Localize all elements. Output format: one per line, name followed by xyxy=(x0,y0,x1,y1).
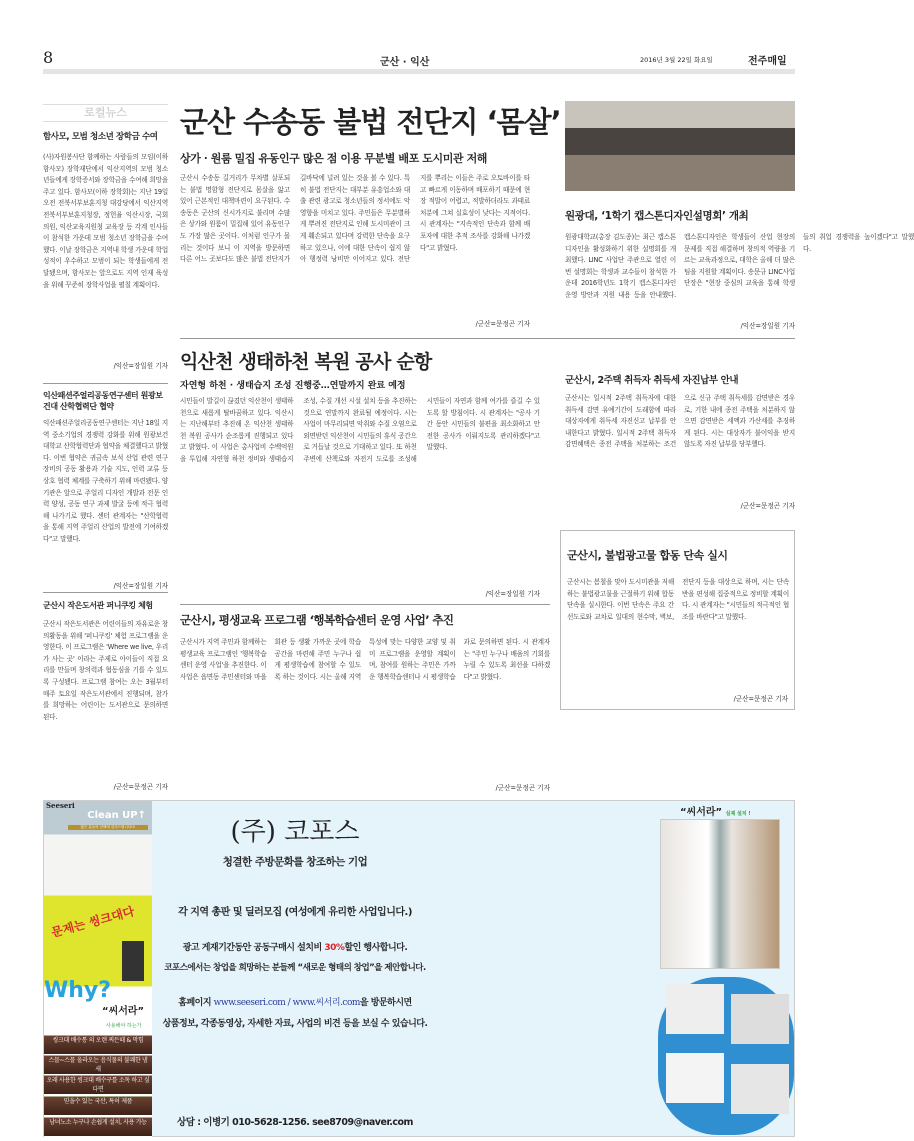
tax-body: 군산시는 일시적 2주택 취득자에 대한 취득세 감면 유예기간이 도래함에 따라 대상자에게 취득세 자진신고 납부를 안내한다고 밝혔다. 일시적 2주택 취득자 감면혜택은 종전 주택을 처분하는 조건으로 신규 주택 취득세를 감면받은 경우로, 기한 내에 종전 주택을 처분하지 않으면 감면받은 세액과 가산세를 추징하게 된다. 시는 대상자가 불이익을 받지 않도록 자진 납부를 당부했다. xyxy=(565,394,795,449)
ad-brand: Seeseri xyxy=(46,801,75,810)
ad-company: (주) 코포스 xyxy=(230,817,360,847)
crackdown-box xyxy=(560,530,795,710)
section-title: 군산 · 익산 xyxy=(380,57,430,68)
ad-feature: 오래 사용한 씽크대 배수구를 소독 하고 싶다면 xyxy=(44,1075,152,1094)
lifelong-headline: 군산시, 평생교육 프로그램 ‘행복학습센터 운영 사업’ 추진 xyxy=(180,613,454,627)
crackdown-title: 군산시, 불법광고물 합동 단속 실시 xyxy=(567,549,728,562)
article-title: 군산시 작은도서관 퍼니쿠킹 체험 xyxy=(43,601,153,610)
ad-center xyxy=(152,801,438,1138)
ad-product: “씨서라” xyxy=(102,1006,145,1017)
ad-clean-up: Clean UP↑ xyxy=(87,810,146,821)
tax-title: 군산시, 2주택 취득자 취득세 자진납부 안내 xyxy=(565,375,739,386)
ad-proposal: 코포스에서는 창업을 희망하는 분들께 “새로운 형태의 창업”을 제안합니다. xyxy=(164,963,426,973)
lifelong-body: 군산시가 지역 주민과 함께하는 평생교육 프로그램인 '행복학습센터 운영 사업'을 추진한다. 이 사업은 읍면동 주민센터와 마을회관 등 생활 가까운 곳에 학습 공간을 마련해 주민 누구나 쉽게 평생학습에 참여할 수 있도록 하는 것이다. 시는 올해 지역 특성에 맞는 다양한 교양 및 취미 프로그램을 운영할 계획이며, 참여를 원하는 주민은 가까운 행복학습센터나 시 평생학습과로 문의하면 된다. 시 관계자는 "주민 누구나 배움의 기회를 누릴 수 있도록 최선을 다하겠다"고 밝혔다. xyxy=(180,638,550,681)
ad-recruit: 각 지역 총판 및 딜러모집 (여성에게 유리한 사업입니다.) xyxy=(178,907,412,918)
ad-right-sub: 실제 설치 ! xyxy=(725,811,751,817)
byline: /익산=장일원 기자 xyxy=(113,582,168,590)
main-body: 군산시 수송동 길거리가 무차별 살포되는 불법 명함형 전단지로 몸살을 앓고 있어 근본적인 대책마련이 요구된다. 수송동은 군산의 신시가지로 불리며 수많은 상가와 원룸이 밀집해 있어 유동인구도 가장 많은 곳이다. 이처럼 인구가 몰리는 것이다 보니 이 지역을 방문하면 다른 어느 곳보다도 많은 불법 전단지가 길바닥에 널려 있는 것을 볼 수 있다. 특히 불법 전단지는 대부분 유흥업소와 대출 관련 광고로 청소년들의 정서에도 악영향을 미치고 있다. 주민들은 무분별하게 뿌려진 전단지로 인해 도시미관이 크게 훼손되고 있다며 강력한 단속을 요구하고 있으나, 이에 대한 단속이 쉽지 않아 행정력 낭비만 이어지고 있다. 전단지를 뿌리는 이들은 주로 오토바이를 타고 빠르게 이동하며 배포하기 때문에 현장 적발이 어렵고, 적발하더라도 과태료 처분에 그쳐 실효성이 낮다는 지적이다. 시 관계자는 "지속적인 단속과 함께 배포자에 대한 추적 조사를 강화해 나가겠다"고 밝혔다. xyxy=(180,174,530,264)
article-title: 익산패션주얼리공동연구센터 원광보건대 산학협력단 협약 xyxy=(43,391,163,411)
main-subhead: 상가 · 원룸 밀집 유동인구 많은 점 이용 무분별 배포 도시미관 저해 xyxy=(180,152,488,165)
local-news-logo: 로컬뉴스 xyxy=(43,104,168,122)
ad-contact: 상담 : 이병기 010-5628-1256. see8709@naver.com xyxy=(177,1117,413,1128)
ad-right-title-text: “씨서라” xyxy=(680,807,723,818)
wonkwang-body: 원광대학교(총장 김도종)는 최근 캡스톤디자인을 활성화하기 위한 설명회를 개최했다. LINC 사업단 주관으로 열린 이번 설명회는 학생과 교수들이 참석한 가운데 2016학년도 1학기 캡스톤디자인 운영 방안과 지원 내용 등을 안내했다. 캡스톤디자인은 학생들이 산업 현장의 문제를 직접 해결하며 창의적 역량을 기르는 교육과정으로, 대학은 올해 더 많은 팀을 지원할 계획이다. 송문규 LINC사업단장은 "현장 중심의 교육을 통해 학생들의 취업 경쟁력을 높이겠다"고 말했다. xyxy=(565,233,914,299)
main-headline: 군산 수송동 불법 전단지 ‘몸살’ xyxy=(180,105,561,139)
ad-right-title xyxy=(680,803,751,818)
ad-sink-image xyxy=(122,941,144,981)
ad-info: 상품정보, 각종동영상, 자세한 자료, 사업의 비견 등을 보실 수 있습니다. xyxy=(162,1019,428,1029)
iksancheon-byline: /익산=장일원 기자 xyxy=(485,590,540,598)
wonkwang-byline: /익산=장일원 기자 xyxy=(740,322,795,330)
ad-product-sub: 사용해야 하는가 xyxy=(106,1023,142,1029)
ad-left-panel xyxy=(44,801,152,1138)
divider xyxy=(180,338,795,339)
article-body: (사)자원봉사단 함께하는 사람들의 모임(이하 함사모) 장학재단에서 익산지역의 모범 청소년들에게 장학증서와 장학금을 수여해 희망을 주고 있다. 함사모(이하 장학회)는 지난 19일 오전 전북서부보훈지청 대강당에서 익산지역 전북서부보훈지청장, 정헌율 익산시장, 국회의원, 익산교육지원청 교육장 등 각계 인사들이 참석한 가운데 모범 청소년 장학금을 수여했다. 이날 장학금은 지역내 학생 가운데 학업 성적이 우수하고 모범이 되는 학생들에게 전달됐으며, 함사모는 앞으로도 지역 인재 육성을 위해 꾸준히 장학사업을 펼칠 계획이다. xyxy=(43,153,168,289)
page-number: 8 xyxy=(43,48,54,67)
ad-testimonial-photo xyxy=(731,994,789,1044)
ad-hp-text: 을 방문하시면 xyxy=(359,998,412,1008)
ad-left-banner: 많은 분들의 선택에 감사드립니다!!! xyxy=(68,825,148,830)
ad-feature: 스믈~스믈 올라오는 음식물의 불쾌한 냄새 xyxy=(44,1055,152,1074)
divider xyxy=(43,383,168,384)
ad-feature: 남녀노소 누구나 손쉽게 설치, 사용 가능 xyxy=(44,1117,152,1136)
ad-problem: 문제는 씽크대다 xyxy=(49,904,136,940)
crackdown-body: 군산시는 봄철을 맞아 도시미관을 저해하는 불법광고물을 근절하기 위해 합동 단속을 실시한다. 이번 단속은 주요 간선도로와 교차로 일대의 현수막, 벽보, 전단지 등을 대상으로 하며, 시는 단속반을 편성해 집중적으로 정비할 계획이다. 시 관계자는 "시민들의 적극적인 협조를 바란다"고 말했다. xyxy=(567,578,789,621)
ad-promo-percent: 30% xyxy=(324,943,345,953)
article-hamsamo xyxy=(43,130,168,370)
article-title: 함사모, 모범 청소년 장학금 수여 xyxy=(43,132,158,142)
byline: /군산=문정곤 기자 xyxy=(113,783,168,791)
ad-promo-text: 광고 게재기간동안 공동구매시 설치비 xyxy=(182,943,325,953)
divider xyxy=(43,592,168,593)
date: 2016년 3월 22일 화요일 xyxy=(640,56,713,64)
main-byline: /군산=문정곤 기자 xyxy=(475,320,530,328)
ad-testimonial-photo xyxy=(666,984,724,1034)
paper-name: 전주매일 xyxy=(748,56,787,67)
lifelong-byline: /군산=문정곤 기자 xyxy=(495,784,550,792)
article-body: 익산패션주얼리공동연구센터는 지난 18일 지역 중소기업의 경쟁력 강화를 위해 원광보건대학교 산학협력단과 협약을 체결했다고 밝혔다. 이번 협약은 귀금속 보석 산업 관련 연구 장비의 공동 활용과 기술 지도, 인력 교류 등 상호 협력 체계를 구축하기 위해 마련됐다. 양 기관은 앞으로 주얼리 디자인 개발과 전문 인력 양성, 공동 연구 과제 발굴 등에 적극 협력해 나가기로 했다. 센터 관계자는 "산학협력을 통해 지역 주얼리 산업의 발전에 기여하겠다"고 말했다. xyxy=(43,419,168,543)
ad-promo-text: 할인 행사합니다. xyxy=(344,943,408,953)
wonkwang-title: 원광대, ‘1학기 캡스톤디자인설명회’ 개최 xyxy=(565,210,749,222)
iksancheon-subhead: 자연형 하천 · 생태습지 조성 진행중…연말까지 완료 예정 xyxy=(180,381,406,391)
byline: /익산=장일원 기자 xyxy=(113,362,168,370)
advertisement xyxy=(43,800,795,1137)
iksancheon-body: 시민들이 발길이 끊겼던 익산천이 생태하천으로 새롭게 탈바꿈하고 있다. 익산시는 지난해부터 추진해 온 익산천 생태하천 복원 공사가 순조롭게 진행되고 있다고 밝혔다. 이 사업은 총사업비 수백억원을 투입해 자연형 하천 정비와 생태습지 조성, 수질 개선 시설 설치 등을 추진하는 것으로 연말까지 완료될 예정이다. 시는 사업이 마무리되면 악취와 수질 오염으로 외면받던 익산천이 시민들의 휴식 공간으로 거듭날 것으로 기대하고 있다. 또 하천 주변에 산책로와 자전거 도로를 조성해 시민들이 자연과 함께 여가를 즐길 수 있도록 할 방침이다. 시 관계자는 "공사 기간 동안 시민들의 불편을 최소화하고 안전한 공사가 이뤄지도록 관리하겠다"고 말했다. xyxy=(180,397,540,463)
ad-testimonial-photo xyxy=(731,1064,789,1114)
ad-why: Why? xyxy=(44,978,112,1003)
seminar-photo xyxy=(565,101,795,191)
ad-right-panel xyxy=(438,801,796,1138)
ad-install-photo xyxy=(660,819,780,969)
ad-homepage xyxy=(152,995,438,1008)
header-rule xyxy=(43,69,795,74)
iksancheon-headline: 익산천 생태하천 복원 공사 순항 xyxy=(180,351,432,373)
article-library xyxy=(43,600,168,791)
article-body: 군산시 작은도서관은 어린이들의 자유로운 창의활동을 위해 '퍼니쿠킹' 체험 프로그램을 운영한다. 이 프로그램은 'Where we live, 우리가 사는 곳' 이라는 주제로 아이들이 직접 요리를 만들며 창의력과 협동심을 기를 수 있도록 구성됐다. 프로그램 참여는 오는 3월부터 매주 토요일 작은도서관에서 진행되며, 참가를 희망하는 어린이는 도서관으로 문의하면 된다. xyxy=(43,620,168,721)
ad-hp-text: 홈페이지 xyxy=(178,998,214,1008)
ad-testimonial-photo xyxy=(666,1053,724,1103)
ad-homepage-link[interactable]: www.seeseri.com / www.씨서리.com xyxy=(213,998,360,1008)
tax-byline: /군산=문정곤 기자 xyxy=(740,502,795,510)
ad-feature: 믿을수 있는 국산, 특허 제품 xyxy=(44,1096,152,1115)
ad-feature: 씽크대 배수통 의 오랜 찌든때 & 막힘 xyxy=(44,1035,152,1054)
article-jewelry xyxy=(43,390,168,590)
ad-promo xyxy=(152,940,438,953)
divider xyxy=(180,604,550,605)
crackdown-byline: /군산=문정곤 기자 xyxy=(733,695,788,703)
ad-slogan: 청결한 주방문화를 창조하는 기업 xyxy=(222,856,368,868)
